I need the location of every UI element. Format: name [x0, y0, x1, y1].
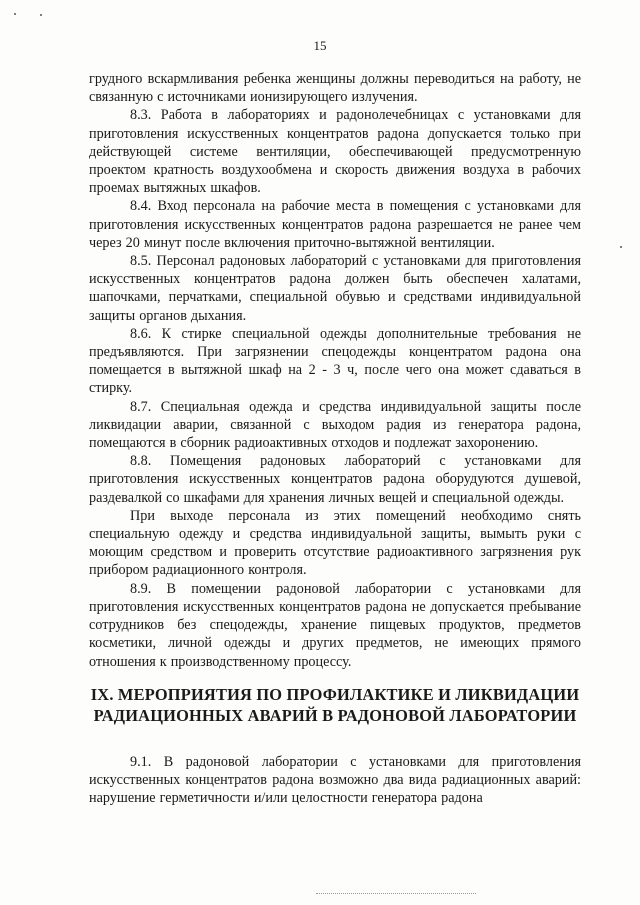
paragraph-8-5: 8.5. Персонал радоновых лабораторий с установками для приготовления искусственных концентратов радона должен быть обеспечен халатами, шапочками, перчатками, специальной обувью и средствами индивидуальной защиты органов дыхания. — [89, 253, 581, 324]
section-title-line-2: РАДИАЦИОННЫХ АВАРИЙ В РАДОНОВОЙ ЛАБОРАТОРИИ — [93, 705, 577, 725]
paragraph-9-1: 9.1. В радоновой лаборатории с установками для приготовления искусственных концентратов радона возможно два вида радиационных аварий: нарушение герметичности и/или целостности генератора радона — [89, 753, 581, 807]
paragraph-8-3: 8.3. Работа в лабораториях и радонолечебницах с установками для приготовления искусственных концентратов радона допускается только при действующей системе вентиляции, обеспечивающей предусмотренную проектом кратность воздухообмена и скорость движения воздуха в рабочих проемах вытяжных шкафов. — [89, 107, 581, 197]
paragraph-8-4: 8.4. Вход персонала на рабочие места в помещения с установками для приготовления искусственных концентратов радона разрешается не ранее чем через 20 минут после включения приточно-вытяжной вентиляции. — [89, 198, 581, 251]
scan-edge-mark — [316, 893, 476, 894]
paragraph-8-8: 8.8. Помещения радоновых лабораторий с установками для приготовления искусственных концентратов радона оборудуются душевой, раздевалкой со шкафами для хранения личных вещей и специальной одежды. — [89, 453, 581, 506]
paragraph-8-8-continued: При выходе персонала из этих помещений необходимо снять специальную одежду и средства индивидуальной защиты, вымыть руки с моющим средством и проверить отсутствие радиоактивного загрязнения рук прибором радиационного контроля. — [89, 507, 581, 579]
paragraph-8-9: 8.9. В помещении радоновой лаборатории с установками для приготовления искусственных концентратов радона не допускается пребывание сотрудников без спецодежды, хранение пищевых продуктов, предметов косметики, личной одежды и других предметов, не имеющих прямого отношения к производственному процессу. — [89, 580, 581, 670]
paragraph-8-7: 8.7. Специальная одежда и средства индивидуальной защиты после ликвидации аварии, связанной с выходом радия из генератора радона, помещаются в сборник радиоактивных отходов и подлежат захоронению. — [89, 398, 581, 452]
page-number: 15 — [313, 38, 327, 53]
section-title — [89, 684, 581, 726]
section-title-line-1: IX. МЕРОПРИЯТИЯ ПО ПРОФИЛАКТИКЕ И ЛИКВИДАЦИИ — [90, 684, 580, 704]
document-body — [89, 70, 581, 807]
paragraph-8-6: 8.6. К стирке специальной одежды дополнительные требования не предъявляются. При загрязнении спецодежды концентратом радона она помещается в вытяжной шкаф на 2 - 3 ч, после чего она может сдаваться в стирку. — [89, 325, 581, 397]
paragraph: грудного вскармливания ребенка женщины должны переводиться на работу, не связанную с источниками ионизирующего излучения. — [89, 71, 581, 106]
